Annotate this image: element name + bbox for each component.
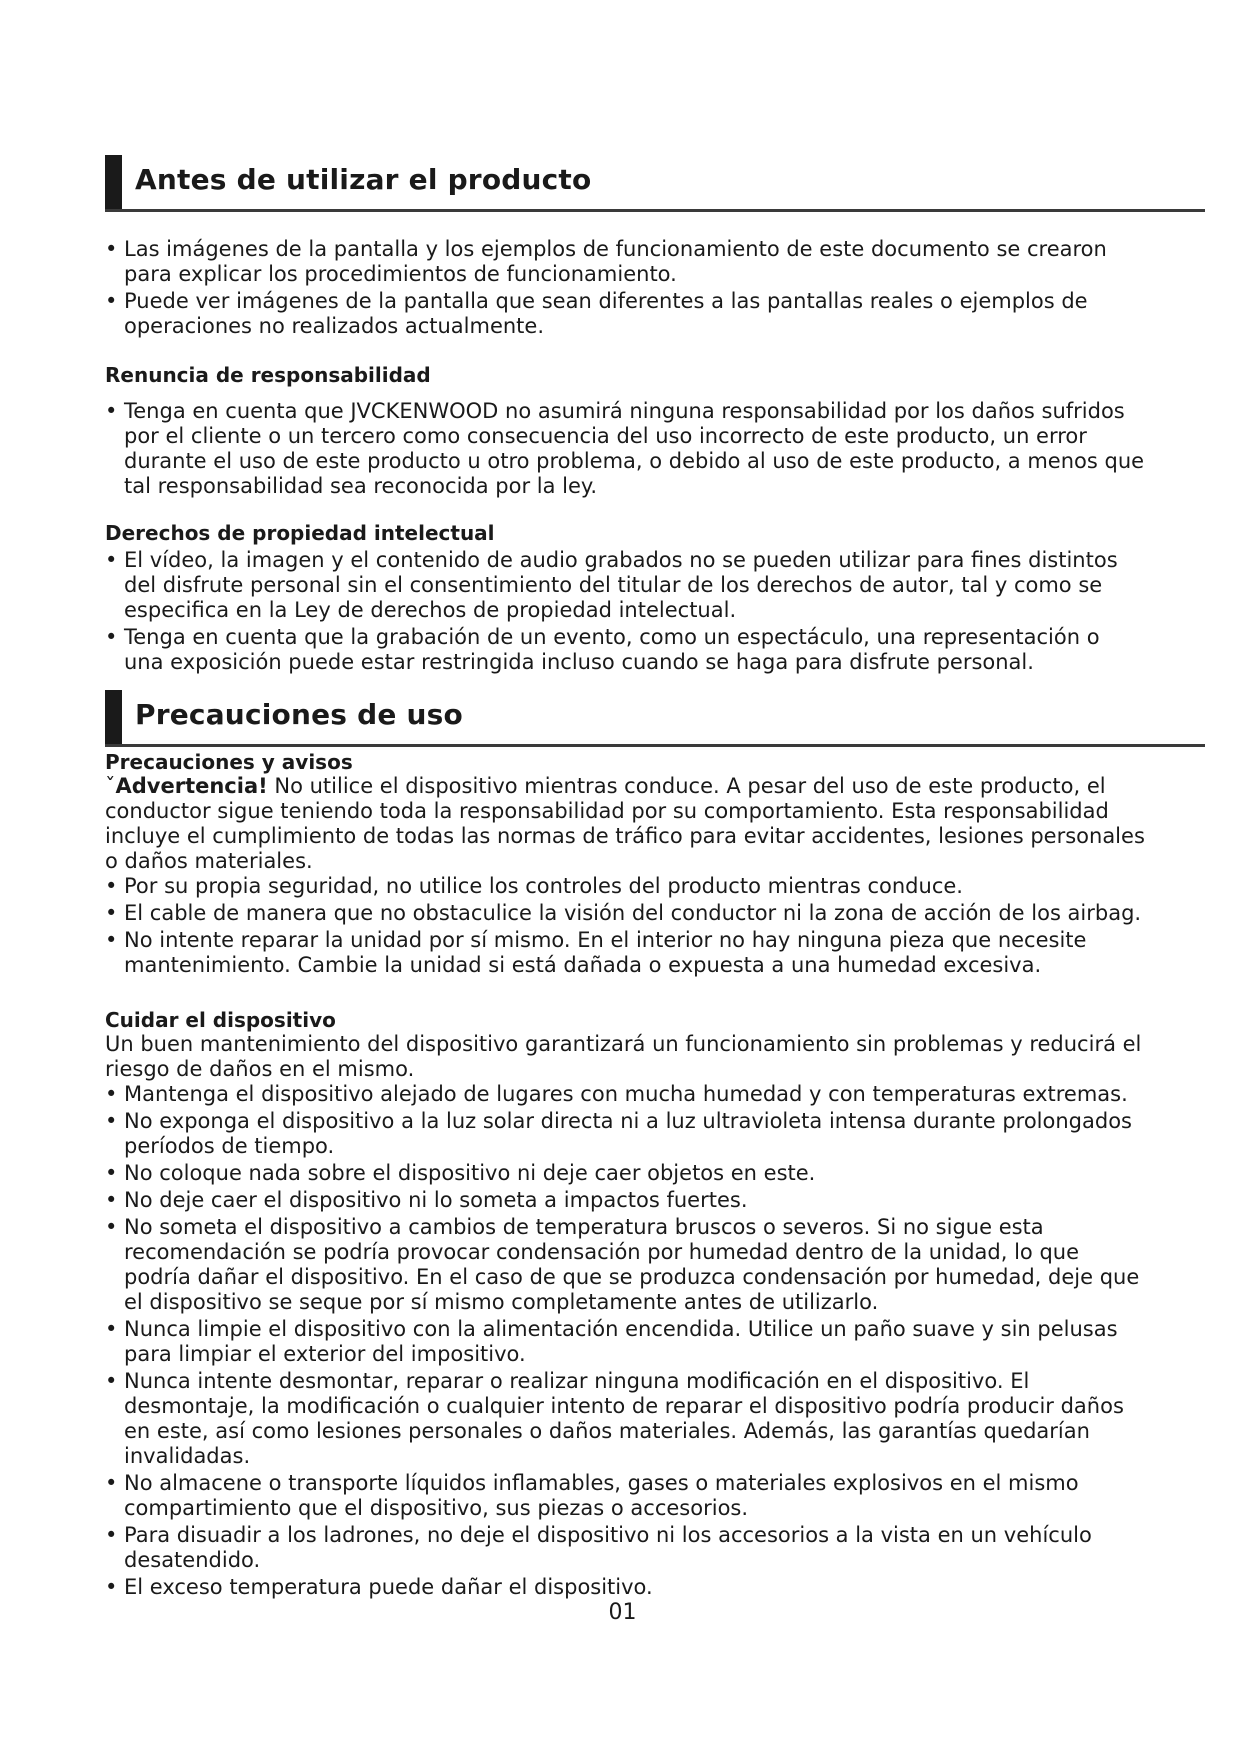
- care-intro: Un buen mantenimiento del dispositivo garantizará un funcionamiento sin problemas y reducirá el riesgo de daños en el mismo.: [105, 1032, 1142, 1081]
- disclaimer-block: [105, 363, 1145, 501]
- warning-mark: ˇ: [105, 774, 116, 798]
- section-title: Antes de utilizar el producto: [135, 163, 592, 196]
- care-block: [105, 1008, 1145, 1602]
- warning-paragraph: [105, 774, 1145, 874]
- bullet-item: • Las imágenes de la pantalla y los ejemplos de funcionamiento de este documento se crearon para explicar los procedimientos de funcionamiento.: [105, 237, 1145, 287]
- intro-bullets-block: [105, 237, 1145, 341]
- bullet-item: • Mantenga el dispositivo alejado de lugares con mucha humedad y con temperaturas extremas.: [105, 1082, 1145, 1107]
- bullet-item: • Para disuadir a los ladrones, no deje el dispositivo ni los accesorios a la vista en un vehículo desatendido.: [105, 1523, 1145, 1573]
- bullet-item: • Tenga en cuenta que JVCKENWOOD no asumirá ninguna responsabilidad por los daños sufridos por el cliente o un tercero como consecuencia del uso incorrecto de este producto, un error durante el uso de este producto u otro problema, o debido al uso de este producto, a menos que tal responsabilidad sea reconocida por la ley.: [105, 399, 1145, 499]
- bullet-item: • No intente reparar la unidad por sí mismo. En el interior no hay ninguna pieza que necesite mantenimiento. Cambie la unidad si está dañada o expuesta a una humedad excesiva.: [105, 928, 1145, 978]
- bullet-item: • Tenga en cuenta que la grabación de un evento, como un espectáculo, una representación o una exposición puede estar restringida incluso cuando se haga para disfrute personal.: [105, 625, 1145, 675]
- section-header-precauciones: [105, 690, 1205, 747]
- ip-rights-block: [105, 521, 1145, 677]
- bullet-item: • No almacene o transporte líquidos inflamables, gases o materiales explosivos en el mismo compartimiento que el dispositivo, sus piezas o accesorios.: [105, 1471, 1145, 1521]
- subheading: Precauciones y avisos: [105, 750, 353, 774]
- subheading: Renuncia de responsabilidad: [105, 363, 431, 387]
- section-marker-bar: [105, 690, 122, 744]
- section-marker-bar: [105, 155, 122, 209]
- bullet-item: • Por su propia seguridad, no utilice los controles del producto mientras conduce.: [105, 874, 1145, 899]
- bullet-item: • No coloque nada sobre el dispositivo ni deje caer objetos en este.: [105, 1161, 1145, 1186]
- bullet-item: • Puede ver imágenes de la pantalla que sean diferentes a las pantallas reales o ejemplos de operaciones no realizados actualmente.: [105, 289, 1145, 339]
- warning-text: No utilice el dispositivo mientras conduce. A pesar del uso de este producto, el conductor sigue teniendo toda la responsabilidad por su comportamiento. Esta responsabilidad incluye el cumplimiento de todas las normas de tráfico para evitar accidentes, lesiones personales o daños materiales.: [105, 774, 1145, 873]
- warning-label: Advertencia!: [115, 774, 268, 798]
- bullet-item: • Nunca intente desmontar, reparar o realizar ninguna modificación en el dispositivo. El desmontaje, la modificación o cualquier intento de reparar el dispositivo podría producir daños en este, así como lesiones personales o daños materiales. Además, las garantías quedarían invalidadas.: [105, 1369, 1145, 1469]
- precautions-block: [105, 750, 1145, 980]
- section-title: Precauciones de uso: [135, 698, 463, 731]
- bullet-item: • No someta el dispositivo a cambios de temperatura bruscos o severos. Si no sigue esta recomendación se podría provocar condensación por humedad dentro de la unidad, lo que podría dañar el dispositivo. En el caso de que se produzca condensación por humedad, deje que el dispositivo se seque por sí mismo completamente antes de utilizarlo.: [105, 1215, 1145, 1315]
- subheading: Derechos de propiedad intelectual: [105, 521, 495, 545]
- bullet-item: • No deje caer el dispositivo ni lo someta a impactos fuertes.: [105, 1188, 1145, 1213]
- bullet-item: • El exceso temperatura puede dañar el dispositivo.: [105, 1575, 1145, 1600]
- bullet-item: • El cable de manera que no obstaculice la visión del conductor ni la zona de acción de los airbag.: [105, 901, 1145, 926]
- bullet-item: • Nunca limpie el dispositivo con la alimentación encendida. Utilice un paño suave y sin pelusas para limpiar el exterior del impositivo.: [105, 1317, 1145, 1367]
- bullet-item: • El vídeo, la imagen y el contenido de audio grabados no se pueden utilizar para fines distintos del disfrute personal sin el consentimiento del titular de los derechos de autor, tal y como se especifica en la Ley de derechos de propiedad intelectual.: [105, 548, 1145, 623]
- bullet-item: • No exponga el dispositivo a la luz solar directa ni a luz ultravioleta intensa durante prolongados períodos de tiempo.: [105, 1109, 1145, 1159]
- section-header-antes: [105, 155, 1205, 212]
- subheading: Cuidar el dispositivo: [105, 1008, 336, 1032]
- page-number: 01: [608, 1600, 637, 1625]
